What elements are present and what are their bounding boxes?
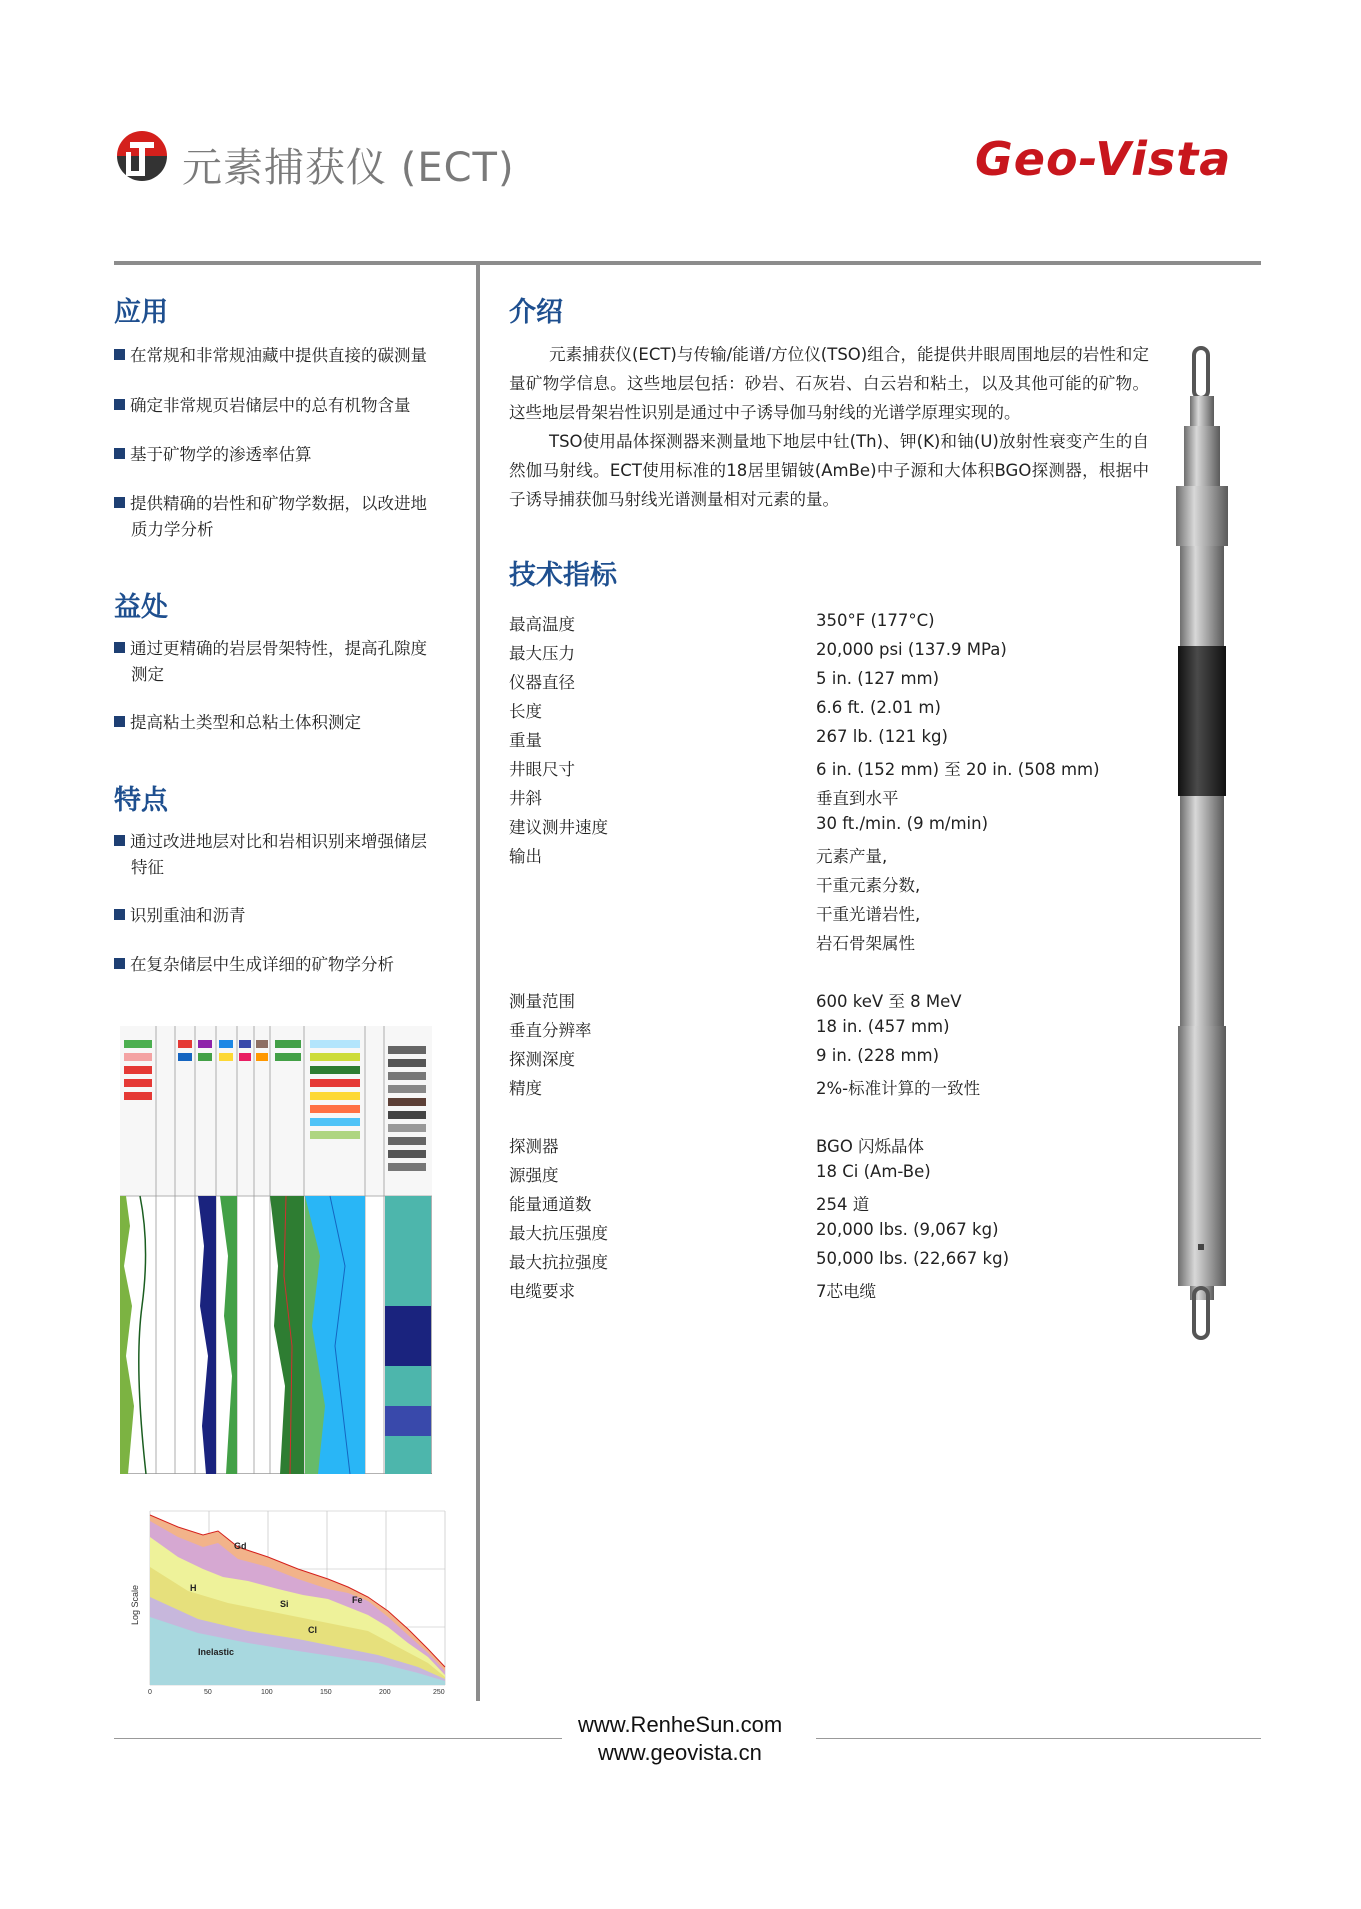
spec-value: 20,000 lbs. (9,067 kg): [816, 1220, 999, 1239]
chart-ylabel: Log Scale: [130, 1584, 140, 1625]
bullet-square-icon: [114, 642, 125, 653]
spec-label: 垂直分辨率: [509, 1021, 592, 1040]
list-item: 确定非常规页岩储层中的总有机物含量: [114, 393, 454, 419]
x-tick: 250: [433, 1689, 445, 1696]
brand-logo-text: Geo-Vista: [975, 132, 1232, 186]
x-tick: 50: [204, 1689, 212, 1696]
spec-label: 井眼尺寸: [509, 760, 575, 779]
features-heading: 特点: [114, 785, 168, 816]
list-item: 通过改进地层对比和岩相识别来增强储层 特征: [114, 829, 454, 881]
bullet-square-icon: [114, 835, 125, 846]
list-item: 通过更精确的岩层骨架特性，提高孔隙度 测定: [114, 636, 454, 688]
chart-label-gd: Gd: [234, 1541, 247, 1551]
footer-url-renhesun[interactable]: www.RenheSun.com: [578, 1712, 783, 1737]
spec-label: 井斜: [509, 789, 542, 808]
footer-divider-right: [816, 1738, 1261, 1739]
list-item: 基于矿物学的渗透率估算: [114, 442, 454, 468]
spec-value: 6 in. (152 mm) 至 20 in. (508 mm): [816, 760, 1100, 779]
bullet-square-icon: [114, 716, 125, 727]
spec-value: 元素产量,: [816, 847, 888, 866]
spec-value: 干重光谱岩性,: [816, 905, 921, 924]
spectrum-chart: [128, 1507, 448, 1697]
header-divider: [114, 261, 1261, 265]
spec-label: 探测深度: [509, 1050, 575, 1069]
spec-label: 源强度: [509, 1166, 559, 1185]
spec-value: 600 keV 至 8 MeV: [816, 992, 962, 1011]
spec-value: 2%-标准计算的一致性: [816, 1079, 981, 1098]
spec-value: 30 ft./min. (9 m/min): [816, 814, 989, 833]
x-tick: 150: [320, 1689, 332, 1696]
bullet-square-icon: [114, 497, 125, 508]
spec-value: 7芯电缆: [816, 1282, 876, 1301]
x-tick: 100: [261, 1689, 273, 1696]
spec-label: 最大抗拉强度: [509, 1253, 608, 1272]
spec-label: 仪器直径: [509, 673, 575, 692]
spec-label: 探测器: [509, 1137, 559, 1156]
well-log-image: [120, 1026, 432, 1474]
spec-label: 电缆要求: [509, 1282, 575, 1301]
applications-heading: 应用: [114, 297, 168, 328]
bullet-square-icon: [114, 958, 125, 969]
x-tick: 200: [379, 1689, 391, 1696]
chart-label-fe: Fe: [352, 1595, 363, 1605]
bullet-square-icon: [114, 349, 125, 360]
spec-label: 重量: [509, 731, 542, 750]
tl-logo-icon: [114, 128, 170, 184]
spec-value: 9 in. (228 mm): [816, 1046, 940, 1065]
specs-heading: 技术指标: [509, 560, 617, 591]
spec-value: 254 道: [816, 1195, 870, 1214]
intro-paragraph: 元素捕获仪(ECT)与传输/能谱/方位仪(TSO)组合，能提供井眼周围地层的岩性和定量矿物学信息。这些地层包括：砂岩、石灰岩、白云岩和粘土，以及其他可能的矿物。这些地层骨架岩性识别是通过中子诱导伽马射线的光谱学原理实现的。: [509, 345, 1149, 422]
footer-divider-left: [114, 1738, 562, 1739]
spec-label: 输出: [509, 847, 542, 866]
spec-value: BGO 闪烁晶体: [816, 1137, 925, 1156]
bullet-square-icon: [114, 448, 125, 459]
spec-label: 能量通道数: [509, 1195, 592, 1214]
bullet-square-icon: [114, 909, 125, 920]
spec-label: 测量范围: [509, 992, 575, 1011]
spec-label: 最大压力: [509, 644, 575, 663]
spec-value: 267 lb. (121 kg): [816, 727, 948, 746]
list-item: 在复杂储层中生成详细的矿物学分析: [114, 952, 454, 978]
list-item: 识别重油和沥青: [114, 903, 454, 929]
spec-value: 18 Ci (Am-Be): [816, 1162, 931, 1181]
ect-tool-image: [1170, 344, 1234, 1342]
spec-value: 干重元素分数,: [816, 876, 921, 895]
spec-label: 精度: [509, 1079, 542, 1098]
spec-value: 18 in. (457 mm): [816, 1017, 950, 1036]
spec-value: 6.6 ft. (2.01 m): [816, 698, 941, 717]
chart-label-si: Si: [280, 1599, 289, 1609]
footer-url-geovista[interactable]: www.geovista.cn: [598, 1740, 762, 1765]
spec-value: 岩石骨架属性: [816, 934, 915, 953]
page-title: 元素捕获仪 (ECT): [182, 145, 515, 191]
spec-value: 20,000 psi (137.9 MPa): [816, 640, 1007, 659]
benefits-heading: 益处: [114, 592, 168, 623]
list-item: 提供精确的岩性和矿物学数据，以改进地 质力学分析: [114, 491, 454, 543]
spec-label: 最大抗压强度: [509, 1224, 608, 1243]
spec-value: 50,000 lbs. (22,667 kg): [816, 1249, 1010, 1268]
list-item: 在常规和非常规油藏中提供直接的碳测量: [114, 343, 454, 369]
x-tick: 0: [148, 1689, 152, 1696]
list-item: 提高粘土类型和总粘土体积测定: [114, 710, 454, 736]
chart-label-cl: Cl: [308, 1625, 317, 1635]
column-divider: [476, 265, 480, 1701]
spec-value: 5 in. (127 mm): [816, 669, 940, 688]
chart-label-h: H: [190, 1583, 197, 1593]
chart-label-inelastic: Inelastic: [198, 1647, 235, 1657]
intro-paragraph: TSO使用晶体探测器来测量地下地层中钍(Th)、钾(K)和铀(U)放射性衰变产生的自然伽马射线。ECT使用标准的18居里镅铍(AmBe)中子源和大体积BGO探测器，根据中子诱导捕获伽马射线光谱测量相对元素的量。: [509, 432, 1149, 509]
spec-value: 垂直到水平: [816, 789, 899, 808]
spec-value: 350°F (177°C): [816, 611, 935, 630]
spec-label: 最高温度: [509, 615, 575, 634]
intro-heading: 介绍: [509, 297, 563, 328]
spec-label: 建议测井速度: [509, 818, 608, 837]
bullet-square-icon: [114, 399, 125, 410]
spec-label: 长度: [509, 702, 542, 721]
